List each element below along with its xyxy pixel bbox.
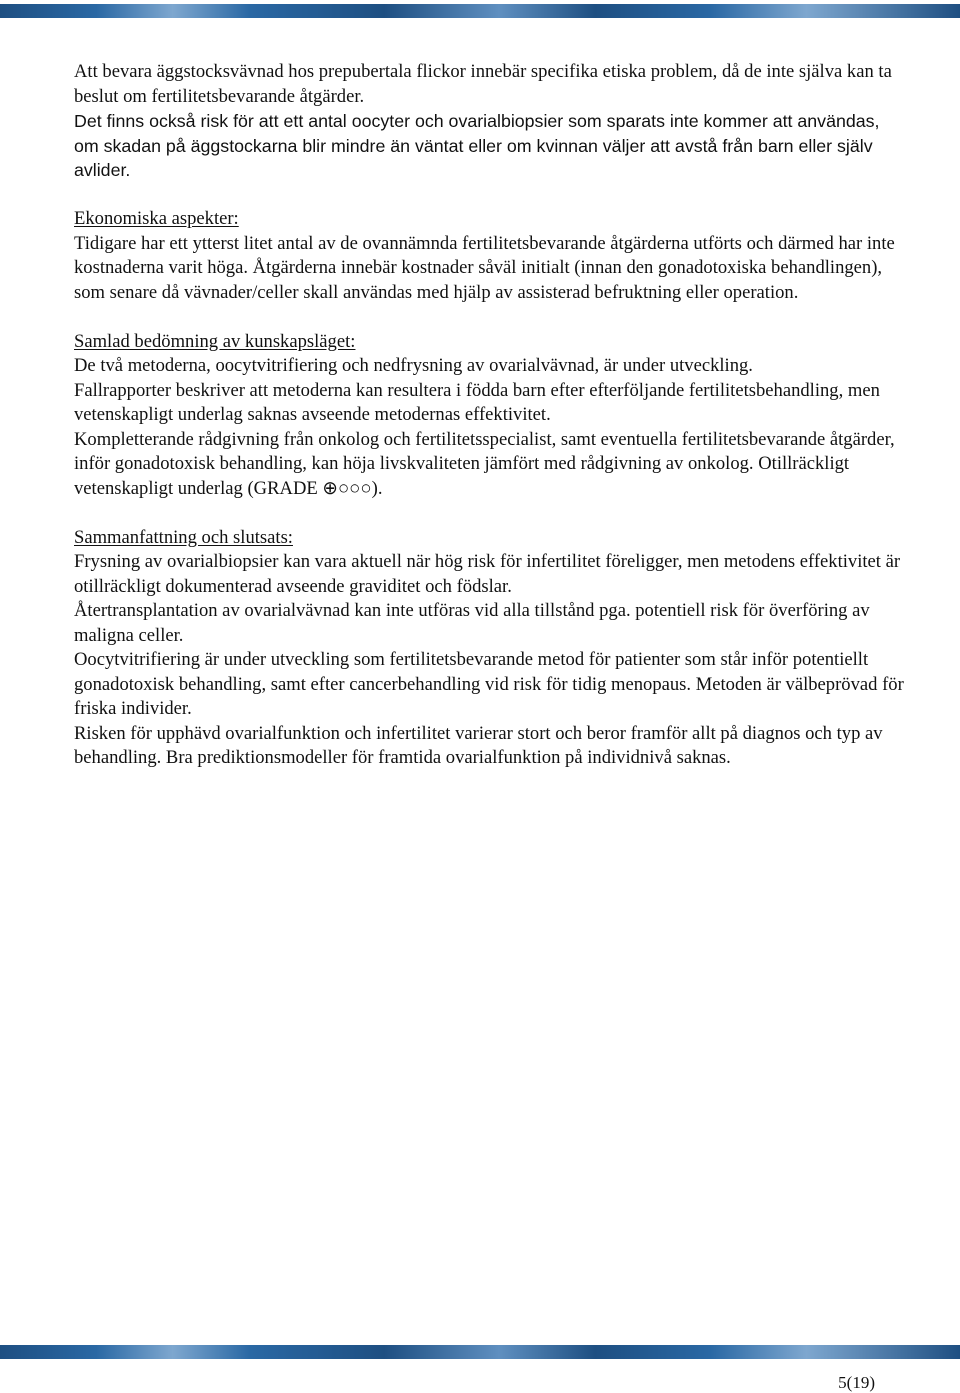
bottom-decorative-band xyxy=(0,1345,960,1359)
section-ekonomiska-aspekter xyxy=(74,207,904,305)
section-heading-sammanfattning: Sammanfattning och slutsats: xyxy=(74,526,293,548)
intro-paragraph-risk: Det finns också risk för att ett antal oocyter och ovarialbiopsier som sparats inte kommer att användas, om skadan på äggstockarna blir mindre än väntat eller om kvinnan väljer att avstå från barn eller själv avlider. xyxy=(74,111,880,180)
sammanfattning-paragraph-1: Frysning av ovarialbiopsier kan vara aktuell när hög risk för infertilitet föreligger, men metodens effektivitet är otillräckligt dokumenterad avseende graviditet och födslar. xyxy=(74,551,901,597)
sammanfattning-paragraph-2: Återtransplantation av ovarialvävnad kan inte utföras vid alla tillstånd pga. potentiell risk för överföring av maligna celler. xyxy=(74,600,870,646)
ekonomi-paragraph: Tidigare har ett ytterst litet antal av de ovannämnda fertilitetsbevarande åtgärderna utförts och därmed har inte kostnaderna varit höga. Åtgärderna innebär kostnader såväl initialt (innan den gonadotoxiska behandlingen), som senare då vävnader/celler skall användas med hjälp av assisterad befruktning eller operation. xyxy=(74,232,895,303)
samlad-paragraph-2: Fallrapporter beskriver att metoderna kan resultera i födda barn efter efterföljande fertilitetsbehandling, men vetenskapligt underlag saknas avseende metodernas effektivitet. xyxy=(74,379,880,425)
samlad-paragraph-1: De två metoderna, oocytvitrifiering och nedfrysning av ovarialvävnad, är under utveckling. xyxy=(74,355,753,376)
section-sammanfattning xyxy=(74,526,904,771)
page-number: 5(19) xyxy=(838,1373,875,1392)
sammanfattning-paragraph-3: Oocytvitrifiering är under utveckling som fertilitetsbevarande metod för patienter som står inför potentiellt gonadotoxisk behandling, samt efter cancerbehandling vid risk för tidig menopaus. Metoden är välbeprövad för friska individer. xyxy=(74,649,904,719)
top-decorative-band xyxy=(0,4,960,18)
section-heading-samlad: Samlad bedömning av kunskapsläget: xyxy=(74,330,356,352)
document-body xyxy=(74,60,904,771)
section-heading-ekonomi: Ekonomiska aspekter: xyxy=(74,208,239,229)
intro-paragraph-ethics: Att bevara äggstocksvävnad hos prepubertala flickor innebär specifika etiska problem, då de inte själva kan ta beslut om fertilitetsbevarande åtgärder. xyxy=(74,61,892,107)
section-samlad-bedomning xyxy=(74,330,904,502)
sammanfattning-paragraph-4: Risken för upphävd ovarialfunktion och infertilitet varierar stort och beror framför allt på diagnos och typ av behandling. Bra prediktionsmodeller för framtida ovarialfunktion på individnivå saknas. xyxy=(74,722,883,768)
samlad-paragraph-3: Kompletterande rådgivning från onkolog och fertilitetsspecialist, samt eventuella fertilitetsbevarande åtgärder, inför gonadotoxisk behandling, kan höja livskvaliteten jämfört med rådgivning av onkolog. Otillräckligt vetenskapligt underlag (GRADE ⊕○○○). xyxy=(74,428,895,499)
